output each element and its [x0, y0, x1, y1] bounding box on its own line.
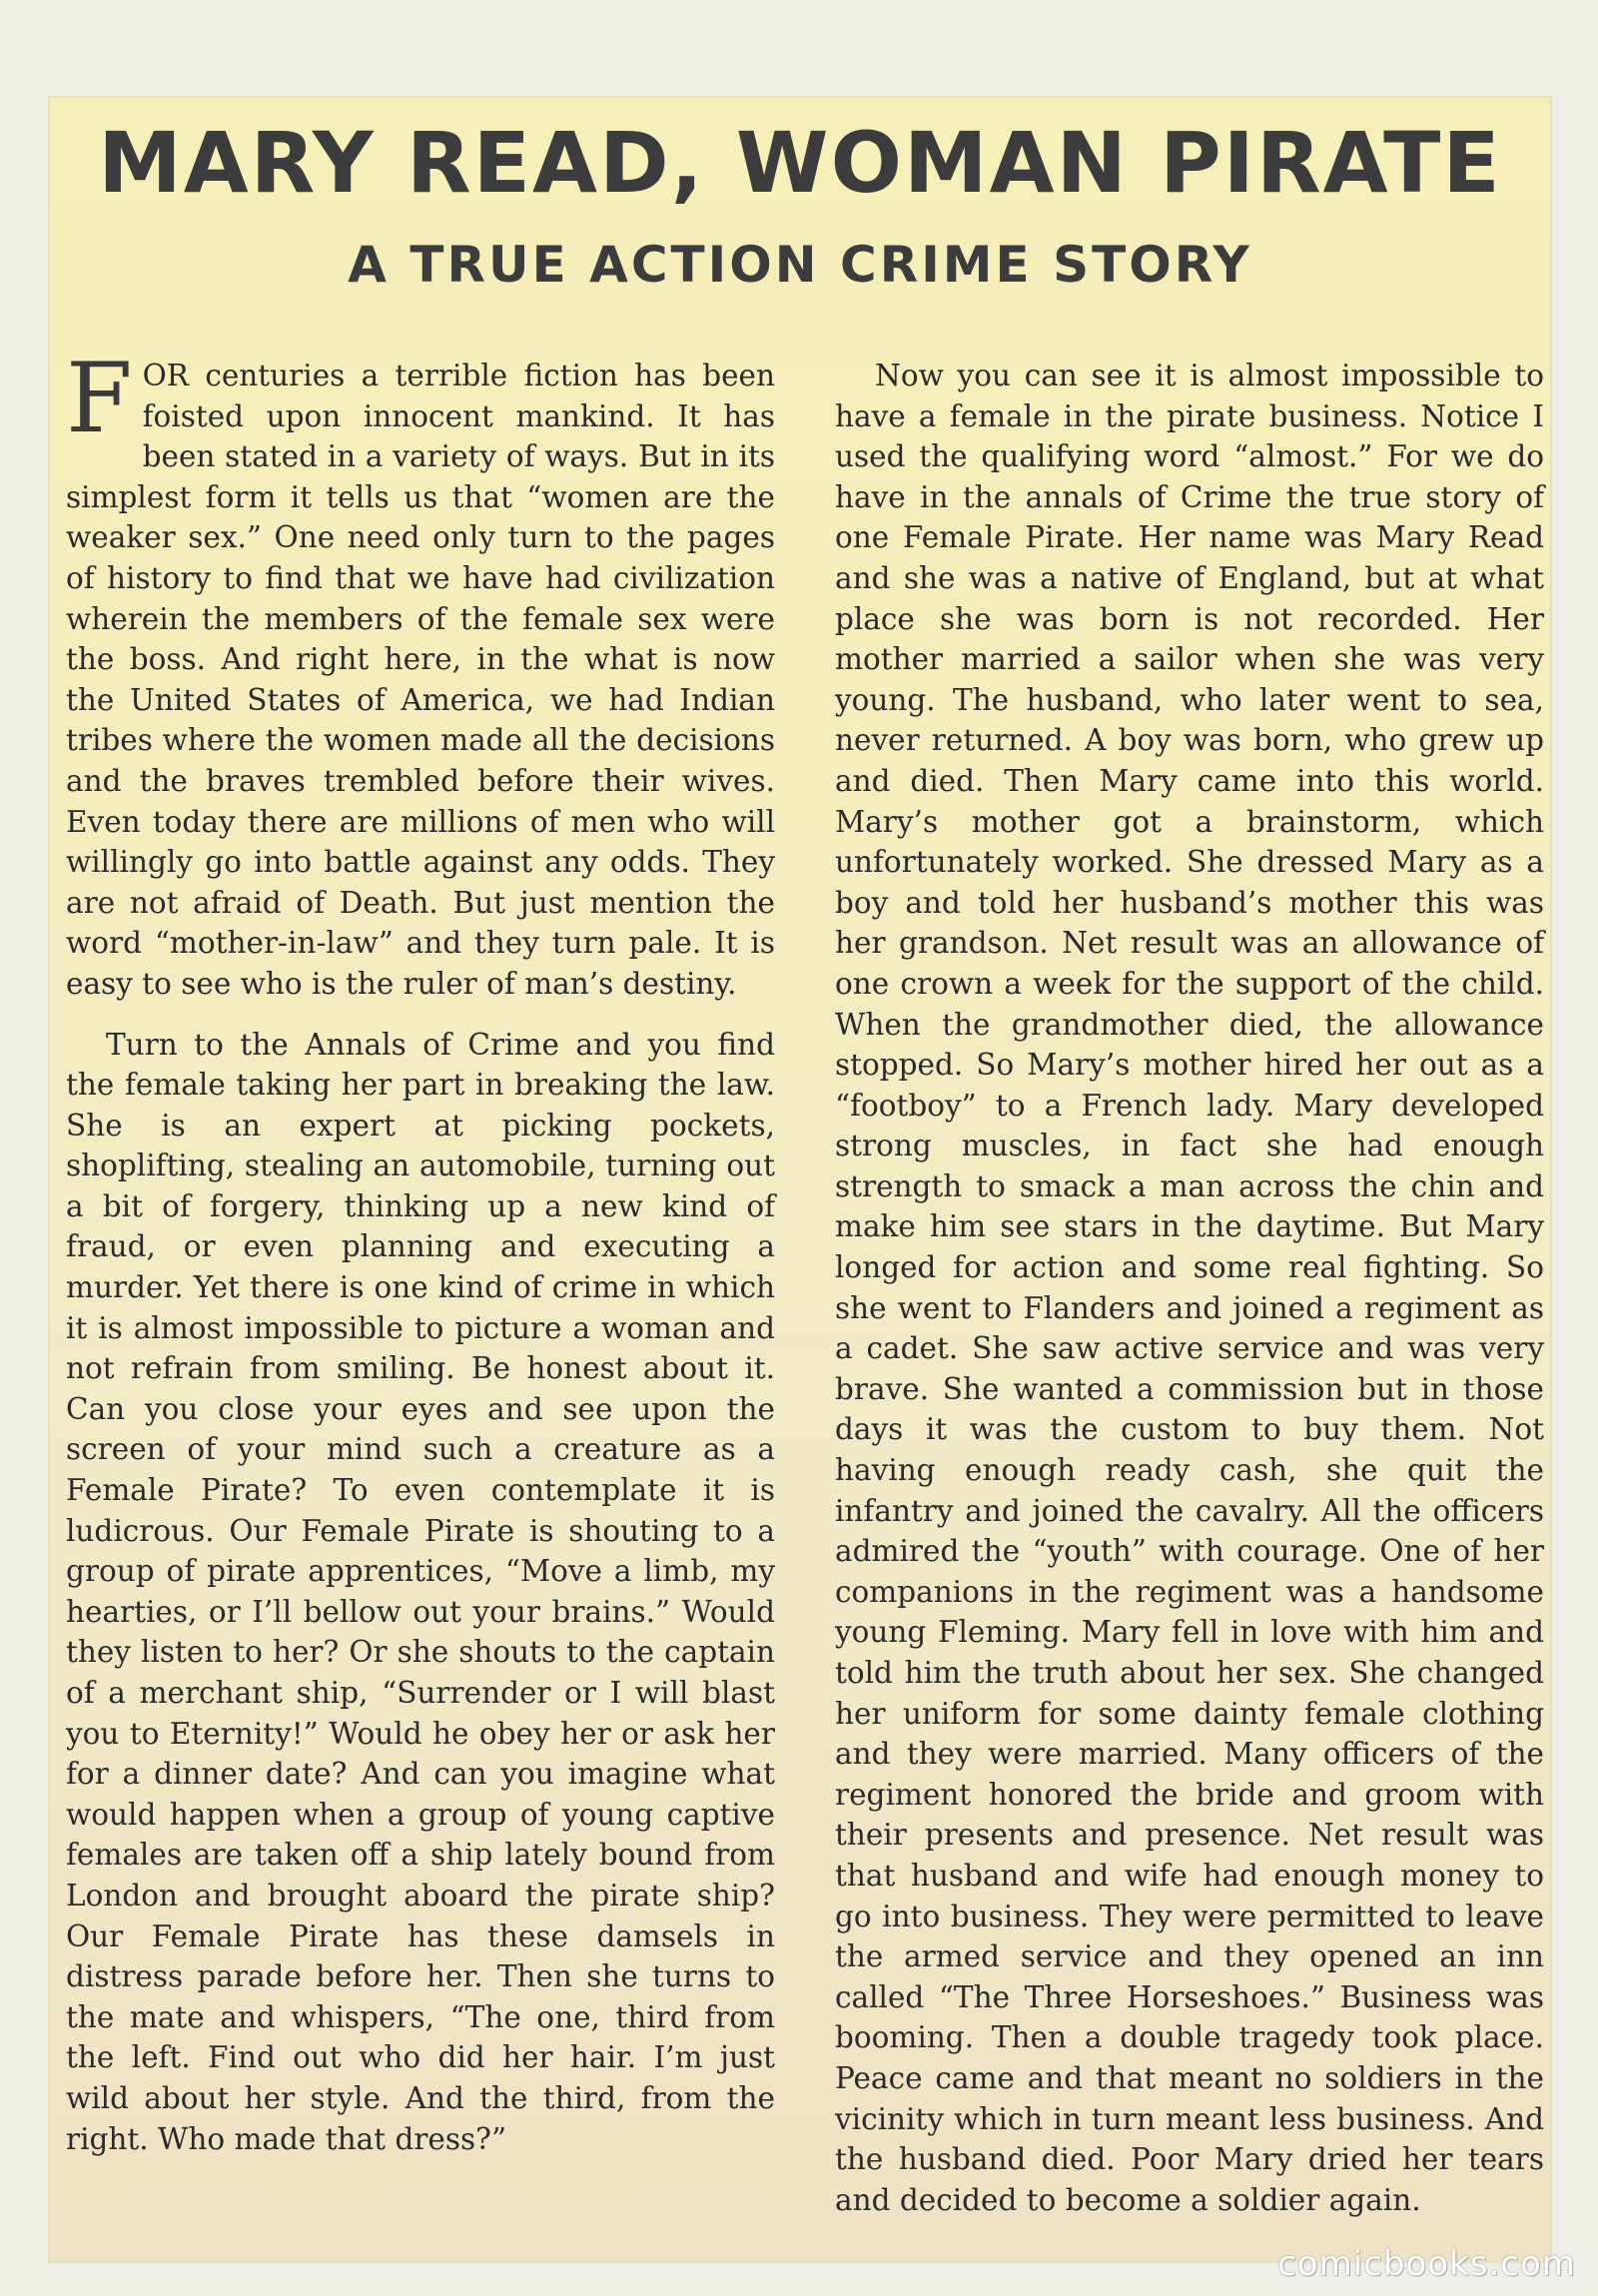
right-column [835, 356, 1544, 2220]
left-column [66, 343, 775, 2159]
paragraph-1 [66, 343, 775, 1005]
paragraph-1-text: OR centuries a terrible fiction has been foisted upon innocent mankind. It has been stated in a variety of ways. But in its simplest form it tells us that “women are the weaker sex.” One need only turn to the pages of history to find that we have had civilization wherein the members of the female sex were the boss. And right here, in the what is now the United States of America, we had Indian tribes where the women made all the decisions and the braves trembled before their wives. Even today there are millions of men who will willingly go into battle against any odds. They are not afraid of Death. But just mention the word “mother-in-law” and they turn pale. It is easy to see who is the ruler of man’s destiny. [66, 359, 775, 1001]
paragraph-3: Now you can see it is almost impossible to have a female in the pirate business. Notice I used the qualifying word “almost.” For we do have in the annals of Crime the true story of one Female Pirate. Her name was Mary Read and she was a native of England, but at what place she was born is not recorded. Her mother married a sailor when she was very young. The husband, who later went to sea, never returned. A boy was born, who grew up and died. Then Mary came into this world. Mary’s mother got a brainstorm, which unfortunately worked. She dressed Mary as a boy and told her husband’s mother this was her grandson. Net result was an allowance of one crown a week for the support of the child. When the grandmother died, the allowance stopped. So Mary’s mother hired her out as a “footboy” to a French lady. Mary developed strong muscles, in fact she had enough strength to smack a man across the chin and make him see stars in the daytime. But Mary longed for action and some real fighting. So she went to Flanders and joined a regiment as a cadet. She saw active service and was very brave. She wanted a commission but in those days it was the custom to buy them. Not having enough ready cash, she quit the infantry and joined the cavalry. All the officers admired the “youth” with courage. One of her companions in the regiment was a handsome young Fleming. Mary fell in love with him and told him the truth about her sex. She changed her uniform for some dainty female clothing and they were married. Many officers of the regiment honored the bride and groom with their presents and presence. Net result was that husband and wife had enough money to go into business. They were permitted to leave the armed service and they opened an inn called “The Three Horseshoes.” Business was booming. Then a double tragedy took place. Peace came and that meant no soldiers in the vicinity which in turn meant less business. And the husband died. Poor Mary dried her tears and decided to become a soldier again. [835, 359, 1544, 2217]
drop-cap: F [66, 343, 133, 454]
article-page [48, 96, 1552, 2263]
article-title: MARY READ, WOMAN PIRATE [98, 114, 1502, 212]
article-subtitle: A TRUE ACTION CRIME STORY [348, 236, 1252, 294]
site-watermark: comicbooks.com [1277, 2244, 1576, 2284]
paragraph-2: Turn to the Annals of Crime and you find the female taking her part in breaking the law. She is an expert at picking pockets, shoplifting, stealing an automobile, turning out a bit of forgery, thinking up a new kind of fraud, or even planning and executing a murder. Yet there is one kind of crime in which it is almost impossible to picture a woman and not refrain from smiling. Be honest about it. Can you close your eyes and see upon the screen of your mind such a creature as a Female Pirate? To even contemplate it is ludicrous. Our Female Pirate is shouting to a group of pirate apprentices, “Move a limb, my hearties, or I’ll bellow out your brains.” Would they listen to her? Or she shouts to the captain of a merchant ship, “Surrender or I will blast you to Eternity!” Would he obey her or ask her for a dinner date? And can you imagine what would happen when a group of young captive females are taken off a ship lately bound from London and brought aboard the pirate ship? Our Female Pirate has these damsels in distress parade before her. Then she turns to the mate and whispers, “The one, third from the left. Find out who did her hair. I’m just wild about her style. And the third, from the right. Who made that dress?” [66, 1027, 775, 2156]
